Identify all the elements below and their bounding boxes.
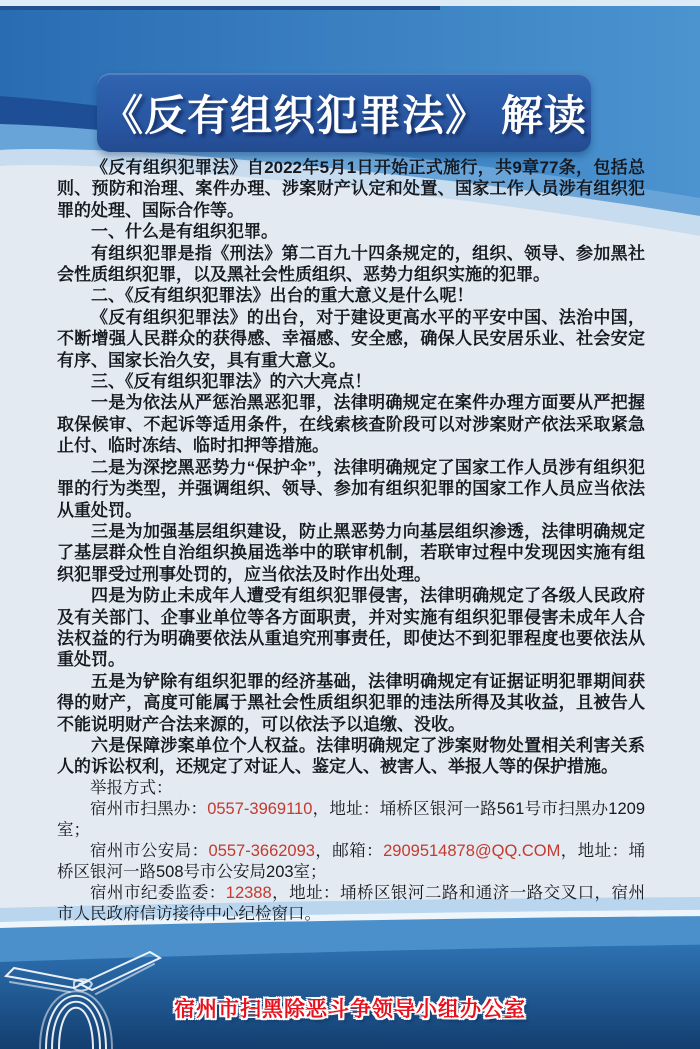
section-3-heading: 三、《反有组织犯罪法》的六大亮点！	[91, 372, 372, 392]
highlight-1: 一是为依法从严惩治黑恶犯罪，法律明确规定在案件办理方面要从严把握取保候审、不起诉等适用条件，在线索核查阶段可以对涉案财产依法采取紧急止付、临时冻结、临时扣押等措施。	[57, 393, 645, 456]
highlight-3: 三是为加强基层组织建设，防止黑恶势力向基层组织渗透，法律明确规定了基层群众性自治组织换届选举中的联审机制，若联审过程中发现因实施有组织犯罪受过刑事处罚的，应当依法及时作出处理。	[57, 521, 645, 584]
phone-number: 0557-3662093	[208, 841, 315, 860]
section-1-paragraph: 有组织犯罪是指《刑法》第二百九十四条规定的，组织、领导、参加黑社会性质组织犯罪，以及黑社会性质组织、恶势力组织实施的犯罪。	[57, 243, 645, 285]
agency-address: ，地址：埇桥区银河二路和通济一路交叉口，宿州市人民政府信访接待中心纪检窗口。	[57, 883, 646, 923]
report-item-jiweijianwei	[57, 883, 645, 925]
phone-number: 12388	[225, 883, 272, 902]
section-2-heading: 二、《反有组织犯罪法》出台的重大意义是什么呢！	[91, 286, 474, 306]
email-address: 2909514878@QQ.COM	[383, 841, 561, 860]
highlight-6: 六是保障涉案单位个人权益。法律明确规定了涉案财物处置相关利害关系人的诉讼权利，还规定了对证人、鉴定人、被害人、举报人等的保护措施。	[57, 735, 645, 777]
highlight-2: 二是为深挖黑恶势力“保护伞”，法律明确规定了国家工作人员涉有组织犯罪的行为类型，并强调组织、领导、参加有组织犯罪的国家工作人员应当依法从重处罚。	[57, 457, 645, 520]
intro-paragraph: 《反有组织犯罪法》自2022年5月1日开始正式施行，共9章77条，包括总则、预防和治理、案件办理、涉案财产认定和处置、国家工作人员涉有组织犯罪的处理、国际合作等。	[57, 158, 645, 220]
agency-address: ，地址：埇桥区银河一路561号市扫黑办1209室；	[57, 799, 646, 839]
body-content	[57, 157, 645, 925]
agency-label: 宿州市公安局：	[90, 841, 209, 860]
page-title: 《反有组织犯罪法》 解读	[101, 91, 587, 139]
highlight-5: 五是为铲除有组织犯罪的经济基础，法律明确规定有证据证明犯罪期间获得的财产，高度可能属于黑社会性质组织犯罪的违法所得及其收益，且被告人不能说明财产合法来源的，可以依法予以追缴、没收。	[57, 671, 645, 734]
section-2-paragraph: 《反有组织犯罪法》的出台，对于建设更高水平的平安中国、法治中国，不断增强人民群众的获得感、幸福感、安全感，确保人民安居乐业、社会安定有序、国家长治久安，具有重大意义。	[57, 307, 645, 370]
report-section	[57, 778, 645, 925]
email-label: ，邮箱：	[314, 841, 384, 860]
header-top-strip	[0, 0, 700, 6]
section-1-heading: 一、什么是有组织犯罪。	[91, 222, 278, 242]
title-banner	[97, 73, 591, 152]
phone-number: 0557-3969110	[207, 799, 313, 818]
footer-organization-title: 宿州市扫黑除恶斗争领导小组办公室	[174, 998, 526, 1021]
report-item-gonganju	[57, 841, 645, 883]
report-heading: 举报方式：	[90, 778, 173, 797]
header-top-line	[0, 6, 440, 10]
agency-address: ，地址：埇桥区银河一路508号市公安局203室；	[57, 841, 646, 881]
agency-label: 宿州市扫黑办：	[90, 799, 208, 818]
report-item-saoheiban	[57, 799, 645, 841]
agency-label: 宿州市纪委监委：	[90, 883, 226, 902]
highlight-4: 四是为防止未成年人遭受有组织犯罪侵害，法律明确规定了各级人民政府及有关部门、企事业单位等各方面职责，并对实施有组织犯罪侵害未成年人合法权益的行为明确要依法从重追究刑事责任，即使达不到犯罪程度也要依法从重处罚。	[57, 586, 645, 670]
